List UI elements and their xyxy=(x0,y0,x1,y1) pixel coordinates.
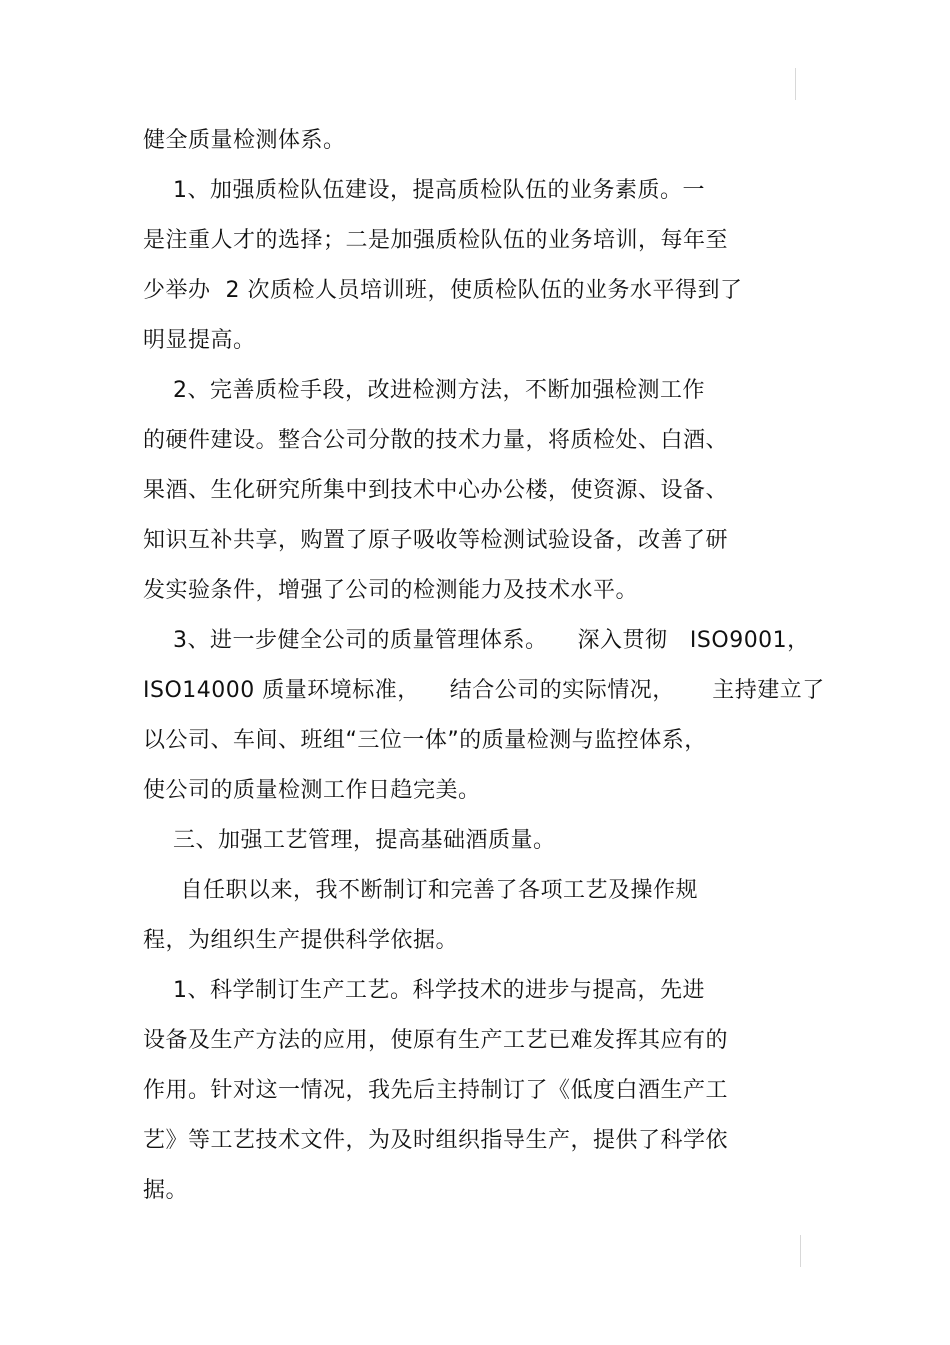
paragraph-line: 发实验条件，增强了公司的检测能力及技术水平。 xyxy=(143,578,639,603)
paragraph-line: 明显提高。 xyxy=(143,328,256,353)
paragraph-line: 作用。针对这一情况，我先后主持制订了《低度白酒生产工 xyxy=(143,1078,729,1103)
paragraph-line: 1、加强质检队伍建设，提高质检队伍的业务素质。一 xyxy=(143,178,705,203)
paragraph-line: 的硬件建设。整合公司分散的技术力量，将质检处、白酒、 xyxy=(143,428,729,453)
paragraph-line: 1、科学制订生产工艺。科学技术的进步与提高，先进 xyxy=(143,978,705,1003)
paragraph-line: 3、进一步健全公司的质量管理体系。 深入贯彻 ISO9001， xyxy=(143,628,810,653)
paragraph-line: 少举办 2 次质检人员培训班，使质检队伍的业务水平得到了 xyxy=(143,278,743,303)
paragraph-line: 自任职以来，我不断制订和完善了各项工艺及操作规 xyxy=(143,878,698,903)
paragraph-line: 是注重人才的选择；二是加强质检队伍的业务培训，每年至 xyxy=(143,228,729,253)
paragraph-line: 三、加强工艺管理，提高基础酒质量。 xyxy=(143,828,556,853)
paragraph-line: 据。 xyxy=(143,1178,189,1203)
paragraph-line: 程，为组织生产提供科学依据。 xyxy=(143,928,459,953)
paragraph-line: 果酒、生化研究所集中到技术中心办公楼，使资源、设备、 xyxy=(143,478,729,503)
paragraph-line: ISO14000 质量环境标准， 结合公司的实际情况， 主持建立了 xyxy=(143,678,825,703)
paragraph-line: 使公司的质量检测工作日趋完美。 xyxy=(143,778,481,803)
page-edge-mark-bottom xyxy=(800,1235,801,1267)
paragraph-line: 健全质量检测体系。 xyxy=(143,128,346,153)
paragraph-line: 以公司、车间、班组“三位一体”的质量检测与监控体系， xyxy=(143,728,707,753)
paragraph-line: 艺》等工艺技术文件，为及时组织指导生产，提供了科学依 xyxy=(143,1128,729,1153)
page-edge-mark-top xyxy=(795,68,796,100)
paragraph-line: 设备及生产方法的应用，使原有生产工艺已难发挥其应有的 xyxy=(143,1028,729,1053)
paragraph-line: 知识互补共享，购置了原子吸收等检测试验设备，改善了研 xyxy=(143,528,729,553)
paragraph-line: 2、完善质检手段，改进检测方法，不断加强检测工作 xyxy=(143,378,705,403)
